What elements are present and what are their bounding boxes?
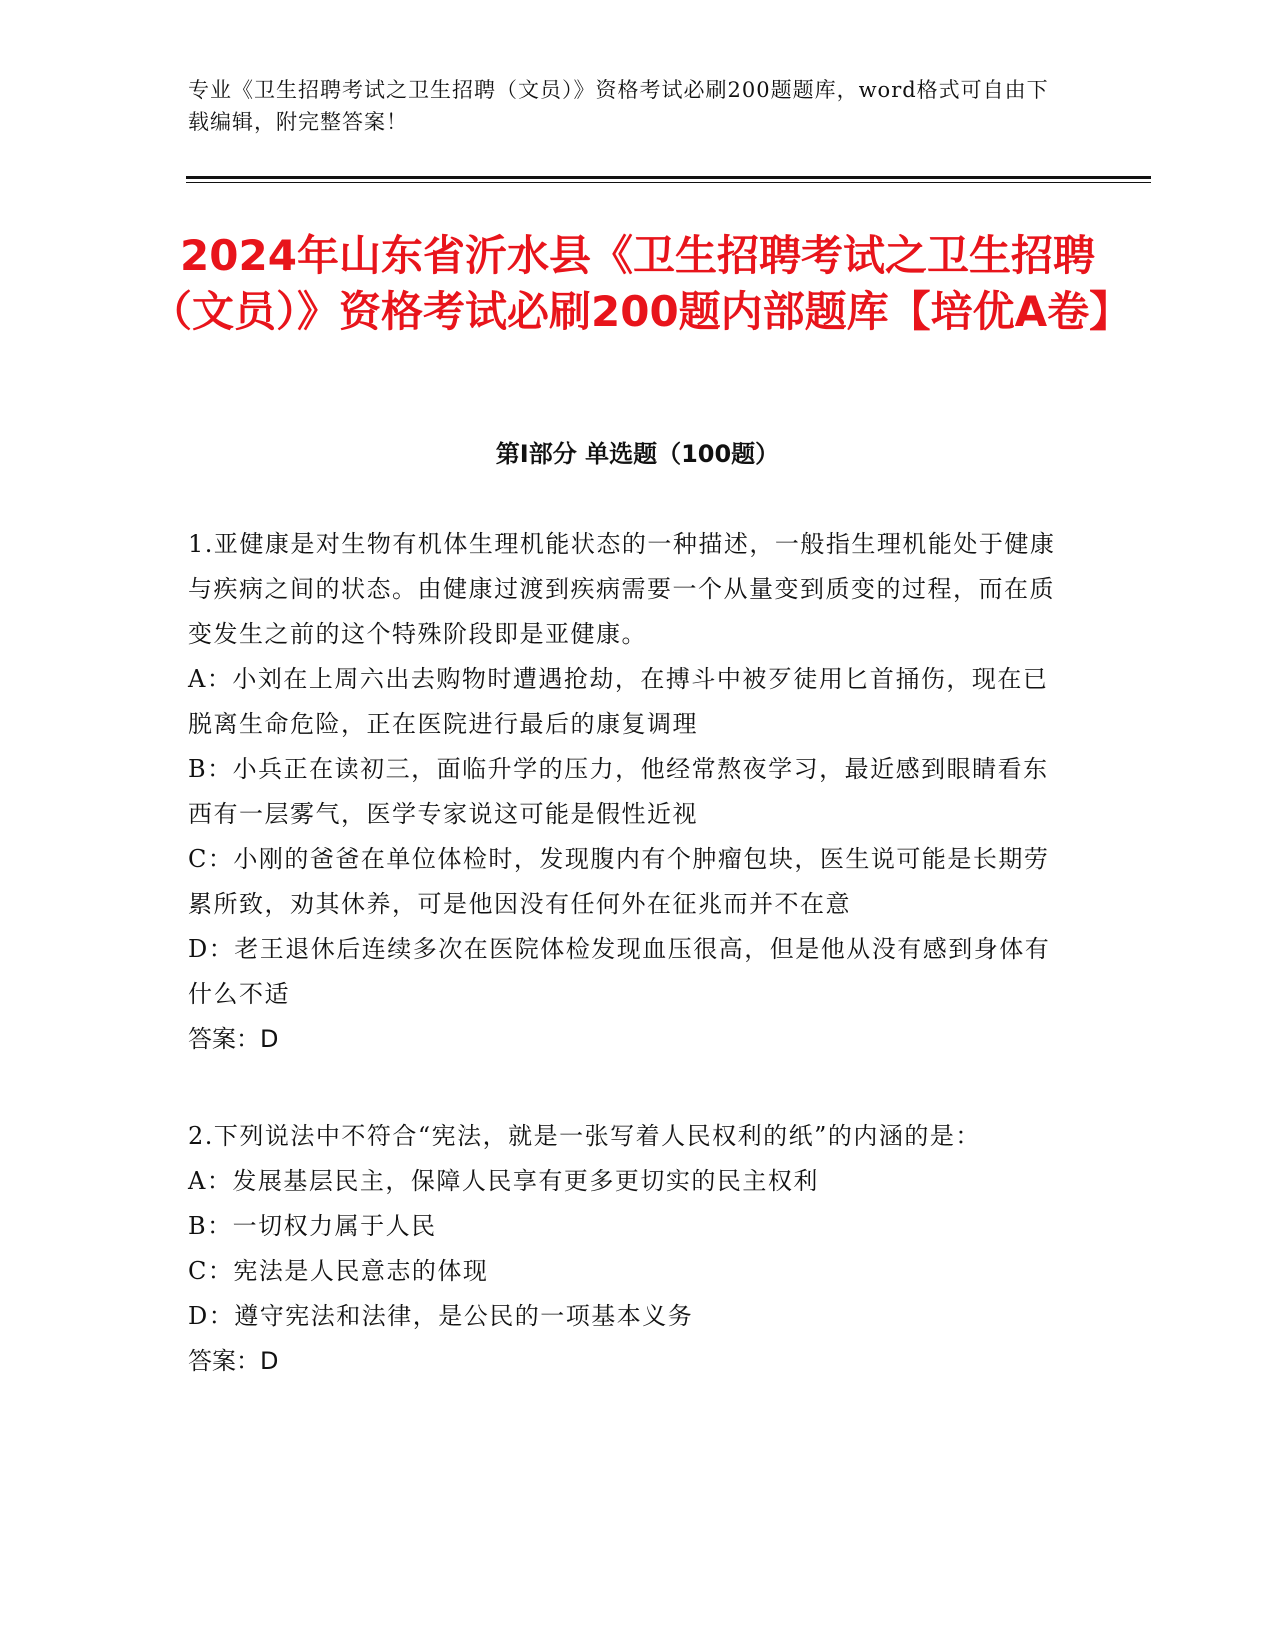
answer: 答案：D bbox=[188, 1347, 279, 1375]
section-heading: 第Ⅰ部分 单选题（100题） bbox=[495, 440, 780, 468]
answer: 答案：D bbox=[188, 1025, 279, 1053]
question-text: 2.下列说法中不符合“宪法，就是一张写着人民权利的纸”的内涵的是： bbox=[188, 1122, 981, 1150]
document-title: 2024年山东省沂水县《卫生招聘考试之卫生招聘（文员）》资格考试必刷200题内部题库【培优A卷】 bbox=[150, 231, 1132, 336]
option-d: D：遵守宪法和法律，是公民的一项基本义务 bbox=[188, 1302, 694, 1330]
option-c: C：宪法是人民意志的体现 bbox=[188, 1257, 489, 1285]
option-d: D：老王退休后连续多次在医院体检发现血压很高，但是他从没有感到身体有什么不适 bbox=[188, 935, 1051, 1008]
question-1 bbox=[188, 522, 1073, 1062]
header-divider-thick bbox=[186, 176, 1151, 179]
option-a: A：小刘在上周六出去购物时遭遇抢劫，在搏斗中被歹徒用匕首捅伤，现在已脱离生命危险，正在医院进行最后的康复调理 bbox=[188, 665, 1049, 738]
header-note: 专业《卫生招聘考试之卫生招聘（文员）》资格考试必刷200题题库，word格式可自由下载编辑，附完整答案！ bbox=[188, 78, 1049, 134]
question-text: 1.亚健康是对生物有机体生理机能状态的一种描述，一般指生理机能处于健康与疾病之间的状态。由健康过渡到疾病需要一个从量变到质变的过程，而在质变发生之前的这个特殊阶段即是亚健康。 bbox=[188, 530, 1056, 648]
option-b: B：一切权力属于人民 bbox=[188, 1212, 437, 1240]
option-c: C：小刚的爸爸在单位体检时，发现腹内有个肿瘤包块，医生说可能是长期劳累所致，劝其休养，可是他因没有任何外在征兆而并不在意 bbox=[188, 845, 1050, 918]
question-list bbox=[188, 522, 1073, 1436]
option-b: B：小兵正在读初三，面临升学的压力，他经常熬夜学习，最近感到眼睛看东西有一层雾气，医学专家说这可能是假性近视 bbox=[188, 755, 1049, 828]
option-a: A：发展基层民主，保障人民享有更多更切实的民主权利 bbox=[188, 1167, 819, 1195]
question-2 bbox=[188, 1114, 1073, 1384]
header-divider-thin bbox=[186, 182, 1151, 183]
